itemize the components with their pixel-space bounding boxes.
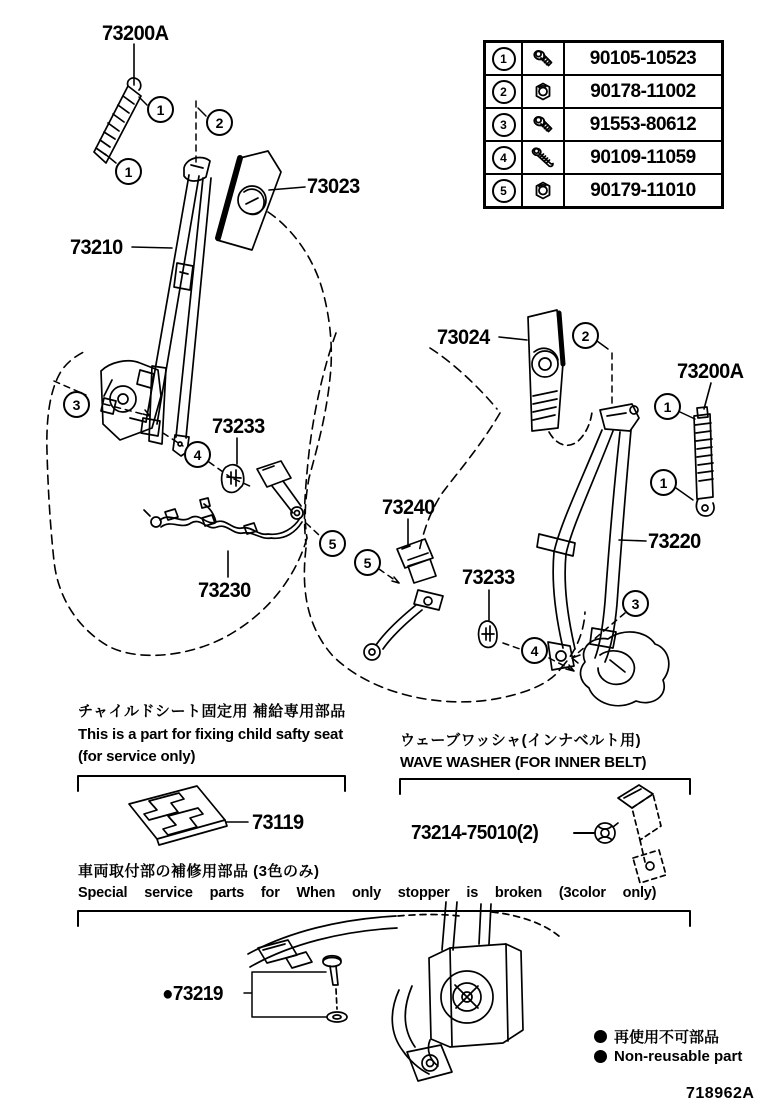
legend-non-reusable-en <box>594 1048 742 1065</box>
callout-badge: 1 <box>492 47 516 71</box>
drawing-adjuster-right <box>694 407 714 516</box>
nut-icon <box>523 175 565 206</box>
callout-1: 1 <box>650 469 677 496</box>
non-reusable-dot-icon <box>594 1050 607 1063</box>
part-label-73024: 73024 <box>437 326 490 349</box>
fastener-row <box>486 43 721 76</box>
fastener-part-number: 90179-11010 <box>590 179 696 201</box>
callout-2: 2 <box>206 109 233 136</box>
part-label-73119: 73119 <box>252 811 304 834</box>
callout-5: 5 <box>354 549 381 576</box>
part-label-73230: 73230 <box>198 579 251 602</box>
fastener-part-number: 90109-11059 <box>590 146 696 168</box>
drawing-belt-assy-left <box>141 157 211 456</box>
part-label-73214: 73214-75010(2) <box>411 822 539 844</box>
drawing-harness-73230 <box>144 498 302 538</box>
drawing-adjuster-left <box>94 78 141 163</box>
drawing-clip-73233-right <box>479 621 497 647</box>
fastener-part-number: 91553-80612 <box>589 113 697 135</box>
part-label-73200a-right: 73200A <box>677 360 744 383</box>
fastener-table <box>483 40 724 209</box>
part-label-73210: 73210 <box>70 236 123 259</box>
fastener-row <box>486 76 721 109</box>
note-special-jp: 車両取付部の補修用部品 (3色のみ) <box>78 863 320 880</box>
non-reusable-dot-icon <box>594 1030 607 1043</box>
part-label-73200a-left: 73200A <box>102 22 169 45</box>
part-label-73233-left: 73233 <box>212 415 265 438</box>
drawing-wave-washer-73214 <box>595 785 666 883</box>
callout-badge: 4 <box>492 146 516 170</box>
legend-en-text: Non-reusable part <box>614 1048 743 1065</box>
legend-non-reusable-jp <box>594 1026 719 1047</box>
callout-1: 1 <box>115 158 142 185</box>
fastener-row <box>486 109 721 142</box>
drawing-seat-outline-left <box>47 212 331 655</box>
callout-badge: 2 <box>492 80 516 104</box>
fastener-row <box>486 142 721 175</box>
part-label-73023: 73023 <box>307 175 360 198</box>
diagram-id: 718962A <box>686 1085 755 1102</box>
callout-3: 3 <box>63 391 90 418</box>
fastener-row <box>486 175 721 206</box>
callout-4: 4 <box>521 637 548 664</box>
note-special-en: Special service parts for When only stopper is broken (3color only) <box>78 885 657 901</box>
section-frames <box>78 776 690 926</box>
nut-icon <box>523 76 565 107</box>
callout-2: 2 <box>572 322 599 349</box>
fastener-part-number: 90105-10523 <box>589 47 697 69</box>
callout-5: 5 <box>319 530 346 557</box>
fastener-part-number: 90178-11002 <box>590 80 696 102</box>
bolt-icon <box>523 142 565 173</box>
part-label-73220: 73220 <box>648 530 701 553</box>
part-label-73219: ●73219 <box>162 983 223 1005</box>
drawing-buckle-left <box>257 461 303 519</box>
drawing-retractor-left <box>101 361 161 440</box>
callout-badge: 5 <box>492 179 516 203</box>
drawing-plate-73119 <box>129 786 227 845</box>
legend-jp-text: 再使用不可部品 <box>614 1029 720 1046</box>
note-wave-washer-jp: ウェーブワッシャ(インナベルト用) <box>400 732 642 749</box>
drawing-retractor-73219 <box>244 902 560 1081</box>
callout-1: 1 <box>147 96 174 123</box>
note-child-seat-en1: This is a part for fixing child safty seat <box>78 726 343 743</box>
drawing-belt-assy-right <box>537 404 669 706</box>
part-label-73233-right: 73233 <box>462 566 515 589</box>
drawing-garnish-73023 <box>217 151 281 250</box>
note-child-seat-jp: チャイルドシート固定用 補給専用部品 <box>78 703 346 720</box>
callout-3: 3 <box>622 590 649 617</box>
part-label-73240: 73240 <box>382 496 435 519</box>
callout-1: 1 <box>654 393 681 420</box>
bolt-icon <box>523 43 565 74</box>
note-child-seat-en2: (for service only) <box>78 748 196 765</box>
note-wave-washer-en: WAVE WASHER (FOR INNER BELT) <box>400 754 647 771</box>
drawing-clip-73233-left <box>222 465 244 493</box>
callout-4: 4 <box>184 441 211 468</box>
callout-badge: 3 <box>492 113 516 137</box>
bolt-icon <box>523 109 565 140</box>
